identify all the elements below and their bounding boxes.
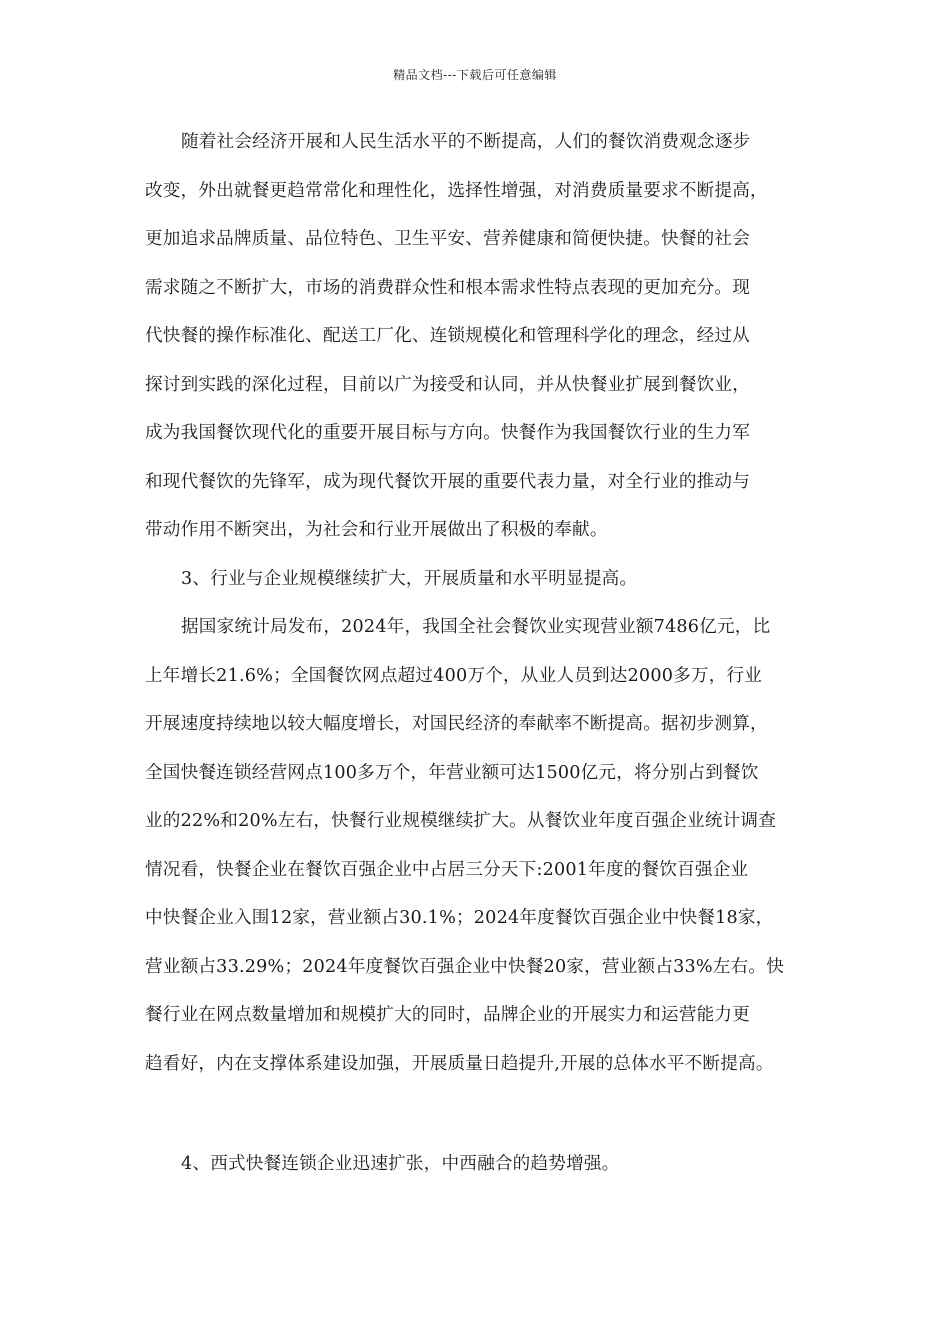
text-line: 需求随之不断扩大，市场的消费群众性和根本需求性特点表现的更加充分。现 xyxy=(145,277,750,298)
text-line: 开展速度持续地以较大幅度增长，对国民经济的奉献率不断提高。据初步测算， xyxy=(145,714,768,734)
heading-line: 4、西式快餐连锁企业迅速扩张，中西融合的趋势增强。 xyxy=(181,1154,620,1174)
text-line: 趋看好，内在支撑体系建设加强，开展质量日趋提升,开展的总体水平不断提高。 xyxy=(145,1053,774,1074)
paragraph xyxy=(145,603,815,1088)
section-heading xyxy=(145,1140,815,1189)
text-line: 情况看，快餐企业在餐饮百强企业中占居三分天下:2001年度的餐饮百强企业 xyxy=(145,859,749,880)
text-line: 探讨到实践的深化过程，目前以广为接受和认同，并从快餐业扩展到餐饮业， xyxy=(145,374,750,395)
text-line: 据国家统计局发布，2024年，我国全社会餐饮业实现营业额7486亿元，比 xyxy=(181,617,771,637)
text-line: 改变，外出就餐更趋常常化和理性化，选择性增强，对消费质量要求不断提高， xyxy=(145,180,768,201)
text-line: 营业额占33.29%；2024年度餐饮百强企业中快餐20家，营业额占33%左右。快 xyxy=(145,956,784,977)
text-line: 全国快餐连锁经营网点100多万个，年营业额可达1500亿元，将分别占到餐饮 xyxy=(145,762,759,783)
paragraph xyxy=(145,118,815,555)
page-header: 精品文档---下载后可任意编辑 xyxy=(393,68,557,82)
document-body xyxy=(145,118,815,1189)
text-line: 更加追求品牌质量、品位特色、卫生平安、营养健康和简便快捷。快餐的社会 xyxy=(145,229,750,249)
text-line: 成为我国餐饮现代化的重要开展目标与方向。快餐作为我国餐饮行业的生力军 xyxy=(145,423,750,443)
text-line: 餐行业在网点数量增加和规模扩大的同时，品牌企业的开展实力和运营能力更 xyxy=(145,1005,750,1025)
text-line: 业的22%和20%左右，快餐行业规模继续扩大。从餐饮业年度百强企业统计调查 xyxy=(145,811,777,831)
section-heading xyxy=(145,555,815,604)
text-line: 随着社会经济开展和人民生活水平的不断提高，人们的餐饮消费观念逐步 xyxy=(181,132,751,152)
text-line: 和现代餐饮的先锋军，成为现代餐饮开展的重要代表力量，对全行业的推动与 xyxy=(145,471,750,492)
blank-line xyxy=(145,1088,815,1140)
heading-line: 3、行业与企业规模继续扩大，开展质量和水平明显提高。 xyxy=(181,568,638,589)
text-line: 上年增长21.6%；全国餐饮网点超过400万个，从业人员到达2000多万，行业 xyxy=(145,665,763,686)
text-line: 中快餐企业入围12家，营业额占30.1%；2024年度餐饮百强企业中快餐18家， xyxy=(145,908,774,928)
text-line: 代快餐的操作标准化、配送工厂化、连锁规模化和管理科学化的理念，经过从 xyxy=(145,326,750,346)
text-line: 带动作用不断突出，为社会和行业开展做出了积极的奉献。 xyxy=(145,520,608,540)
